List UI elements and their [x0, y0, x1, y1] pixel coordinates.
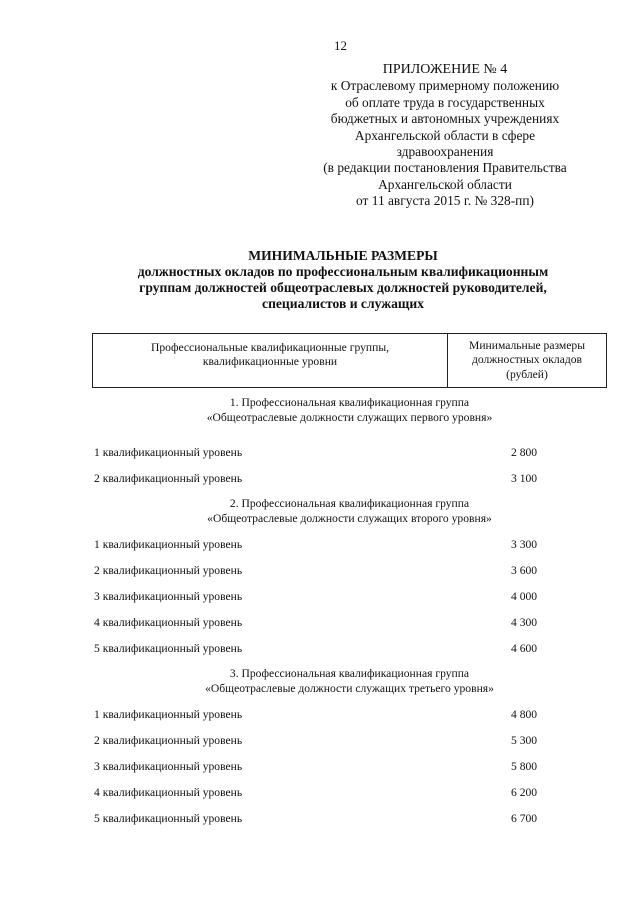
appendix-line: от 11 августа 2015 г. № 328-пп)	[356, 193, 534, 209]
level-salary: 2 800	[511, 446, 538, 459]
level-salary: 4 600	[511, 642, 538, 655]
group-title-line: «Общеотраслевые должности служащих третьего уровня»	[205, 681, 494, 695]
table-header	[92, 333, 607, 388]
level-salary: 3 600	[511, 564, 538, 577]
table-row	[94, 811, 604, 827]
column-header-groups-line: Профессиональные квалификационные группы,	[150, 341, 390, 354]
page-number: 12	[334, 38, 347, 53]
column-header-salary-line: должностных окладов	[471, 353, 583, 367]
table-row	[94, 445, 604, 461]
heading-title: МИНИМАЛЬНЫЕ РАЗМЕРЫ	[248, 248, 438, 263]
column-header-salary-line: Минимальные размеры	[469, 339, 585, 352]
group-title	[92, 497, 607, 526]
level-name: 3 квалификационный уровень	[94, 590, 243, 603]
appendix-line: (в редакции постановления Правительства	[323, 160, 567, 176]
level-name: 1 квалификационный уровень	[94, 538, 243, 551]
document-heading	[96, 248, 590, 312]
level-name: 1 квалификационный уровень	[94, 708, 243, 721]
level-salary: 3 300	[511, 538, 538, 551]
appendix-title: ПРИЛОЖЕНИЕ № 4	[382, 62, 508, 77]
level-name: 2 квалификационный уровень	[94, 472, 243, 485]
level-name: 3 квалификационный уровень	[94, 760, 243, 773]
level-salary: 5 800	[511, 760, 538, 773]
level-salary: 6 200	[511, 786, 538, 799]
appendix-line: здравоохранения	[396, 144, 494, 160]
level-name: 2 квалификационный уровень	[94, 734, 243, 747]
table-row	[94, 759, 604, 775]
group-title-line: «Общеотраслевые должности служащих второго уровня»	[207, 511, 492, 525]
group-title-line: 1. Профессиональная квалификационная группа	[229, 396, 470, 409]
table-row	[94, 785, 604, 801]
level-salary: 5 300	[511, 734, 538, 747]
column-header-groups-line: квалификационные уровни	[202, 355, 338, 368]
table-row	[94, 563, 604, 579]
group-title	[92, 667, 607, 696]
level-salary: 3 100	[511, 472, 538, 485]
level-name: 2 квалификационный уровень	[94, 564, 243, 577]
table-row	[94, 641, 604, 657]
table-row	[94, 537, 604, 553]
appendix-header	[300, 62, 590, 210]
group-title-line: 2. Профессиональная квалификационная группа	[229, 497, 470, 510]
table-row	[94, 707, 604, 723]
group-title-line: «Общеотраслевые должности служащих первого уровня»	[206, 410, 493, 424]
table-row	[94, 733, 604, 749]
level-salary: 4 000	[511, 590, 538, 603]
column-header-groups	[93, 334, 448, 387]
level-name: 5 квалификационный уровень	[94, 812, 243, 825]
level-name: 5 квалификационный уровень	[94, 642, 243, 655]
level-name: 1 квалификационный уровень	[94, 446, 243, 459]
level-name: 4 квалификационный уровень	[94, 616, 243, 629]
table-row	[94, 471, 604, 487]
column-header-salary	[448, 334, 606, 387]
heading-line: специалистов и служащих	[262, 296, 424, 311]
level-salary: 6 700	[511, 812, 538, 825]
heading-line: группам должностей общеотраслевых должностей руководителей,	[139, 280, 547, 295]
appendix-line: Архангельской области в сфере	[354, 127, 536, 143]
table-row	[94, 615, 604, 631]
group-title	[92, 396, 607, 425]
level-name: 4 квалификационный уровень	[94, 786, 243, 799]
appendix-line: Архангельской области	[378, 176, 512, 192]
appendix-line: бюджетных и автономных учреждениях	[330, 111, 560, 127]
level-salary: 4 300	[511, 616, 538, 629]
appendix-line: к Отраслевому примерному положению	[330, 78, 560, 94]
group-title-line: 3. Профессиональная квалификационная группа	[229, 667, 470, 680]
table-row	[94, 589, 604, 605]
level-salary: 4 800	[511, 708, 538, 721]
column-header-salary-line: (рублей)	[506, 367, 548, 381]
heading-line: должностных окладов по профессиональным квалификационным	[137, 264, 549, 279]
appendix-line: об оплате труда в государственных	[345, 94, 545, 110]
